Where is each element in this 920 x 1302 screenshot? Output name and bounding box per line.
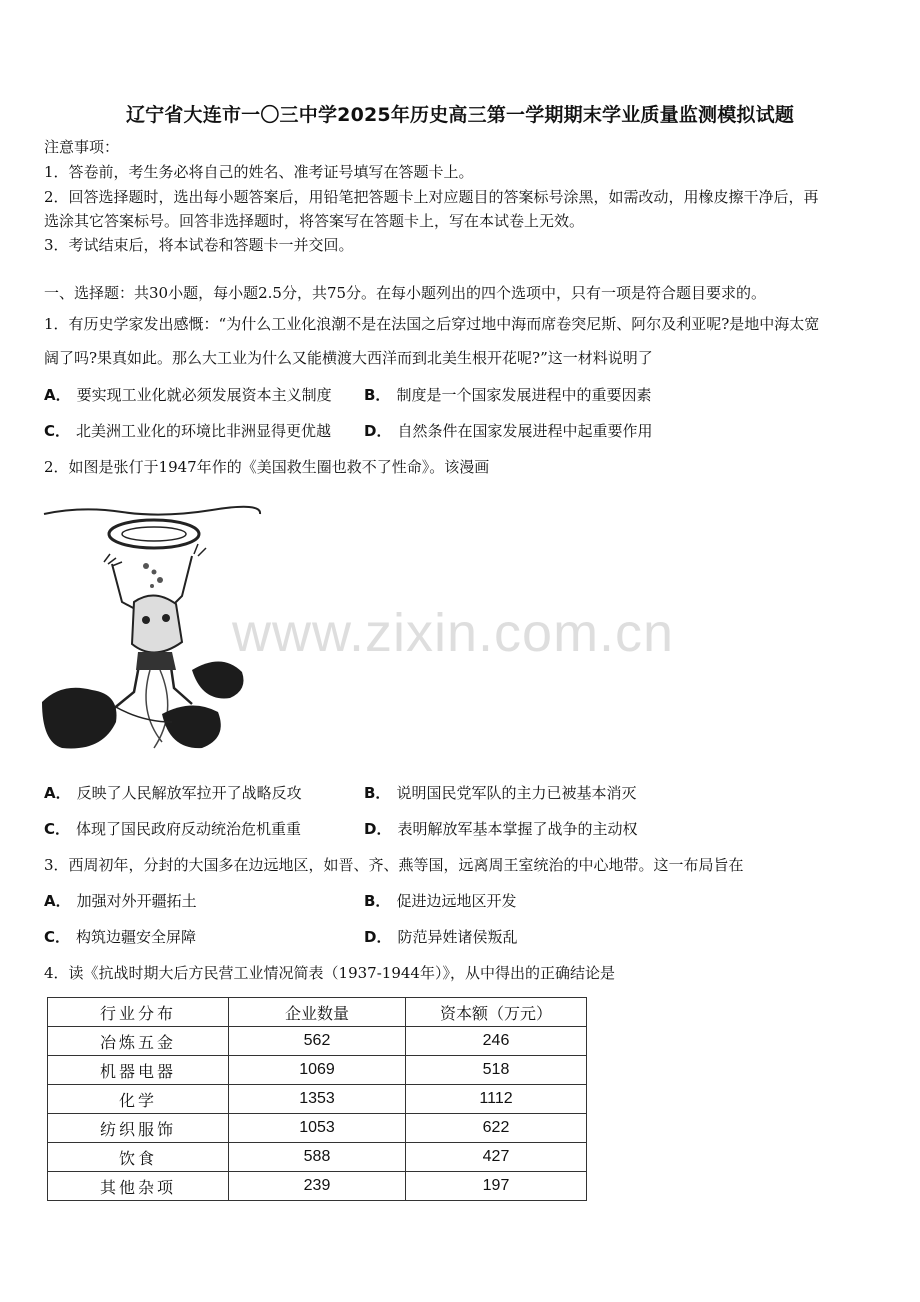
table-cell: 427	[406, 1143, 587, 1172]
q2-option-c[interactable]: C． 体现了国民政府反动统治危机重重	[44, 820, 302, 838]
table-cell: 纺织服饰	[48, 1114, 229, 1143]
table-row	[48, 1085, 587, 1114]
table-cell: 622	[406, 1114, 587, 1143]
question-1-stem: 1．有历史学家发出感慨：“为什么工业化浪潮不是在法国之后穿过地中海而席卷突尼斯、阿尔及利亚呢?是地中海太宽	[44, 315, 820, 333]
notice-item: 2．回答选择题时，选出每小题答案后，用铅笔把答题卡上对应题目的答案标号涂黑，如需改动，用橡皮擦干净后，再	[44, 188, 819, 206]
table-header-row	[48, 998, 587, 1027]
table-cell: 1053	[229, 1114, 406, 1143]
table-header-cell: 资本额（万元）	[406, 998, 587, 1027]
table-cell: 588	[229, 1143, 406, 1172]
table-cell: 饮食	[48, 1143, 229, 1172]
industry-table	[47, 997, 587, 1201]
q3-option-c[interactable]: C． 构筑边疆安全屏障	[44, 928, 197, 946]
notice-item: 1．答卷前，考生务必将自己的姓名、准考证号填写在答题卡上。	[44, 163, 474, 181]
table-cell: 机器电器	[48, 1056, 229, 1085]
q2-option-a[interactable]: A． 反映了人民解放军拉开了战略反攻	[44, 784, 302, 802]
question-2-stem: 2．如图是张仃于1947年作的《美国救生圈也救不了性命》。该漫画	[44, 458, 490, 476]
table-header-cell: 企业数量	[229, 998, 406, 1027]
table-row	[48, 1143, 587, 1172]
table-row	[48, 1114, 587, 1143]
q3-option-b[interactable]: B． 促进边远地区开发	[364, 892, 517, 910]
notice-heading: 注意事项：	[44, 138, 120, 156]
table-cell: 1069	[229, 1056, 406, 1085]
table-cell: 其他杂项	[48, 1172, 229, 1201]
table-header-cell: 行业分布	[48, 998, 229, 1027]
table-cell: 239	[229, 1172, 406, 1201]
notice-item: 选涂其它答案标号。回答非选择题时，将答案写在答题卡上，写在本试卷上无效。	[44, 212, 585, 230]
q1-option-a[interactable]: A． 要实现工业化就必须发展资本主义制度	[44, 386, 332, 404]
q3-option-d[interactable]: D． 防范异姓诸侯叛乱	[364, 928, 518, 946]
watermark: www.zixin.com.cn	[232, 603, 675, 663]
q1-option-c[interactable]: C． 北美洲工业化的环境比非洲显得更优越	[44, 422, 332, 440]
question-3-stem: 3．西周初年，分封的大国多在边远地区，如晋、齐、燕等国，远离周王室统治的中心地带。这一布局旨在	[44, 856, 744, 874]
table-row	[48, 1056, 587, 1085]
q2-option-d[interactable]: D． 表明解放军基本掌握了战争的主动权	[364, 820, 638, 838]
table-cell: 197	[406, 1172, 587, 1201]
table-cell: 化学	[48, 1085, 229, 1114]
table-cell: 562	[229, 1027, 406, 1056]
table-cell: 1353	[229, 1085, 406, 1114]
table-cell: 518	[406, 1056, 587, 1085]
question-4-stem: 4．读《抗战时期大后方民营工业情况简表（1937-1944年）》，从中得出的正确结论是	[44, 964, 615, 982]
table-row	[48, 1027, 587, 1056]
table-row	[48, 1172, 587, 1201]
page-title: 辽宁省大连市一〇三中学2025年历史高三第一学期期末学业质量监测模拟试题	[125, 104, 795, 126]
table-cell: 246	[406, 1027, 587, 1056]
cartoon-image	[42, 492, 262, 762]
notice-item: 3．考试结束后，将本试卷和答题卡一并交回。	[44, 236, 354, 254]
q1-option-d[interactable]: D． 自然条件在国家发展进程中起重要作用	[364, 422, 653, 440]
table-cell: 1112	[406, 1085, 587, 1114]
section-heading: 一、选择题：共30小题，每小题2.5分，共75分。在每小题列出的四个选项中，只有一项是符合题目要求的。	[44, 284, 767, 302]
question-1-stem-cont: 阔了吗?果真如此。那么大工业为什么又能横渡大西洋而到北美生根开花呢?”这一材料说明了	[44, 349, 653, 367]
q3-option-a[interactable]: A． 加强对外开疆拓土	[44, 892, 197, 910]
q2-option-b[interactable]: B． 说明国民党军队的主力已被基本消灭	[364, 784, 637, 802]
q1-option-b[interactable]: B． 制度是一个国家发展进程中的重要因素	[364, 386, 652, 404]
table-cell: 冶炼五金	[48, 1027, 229, 1056]
